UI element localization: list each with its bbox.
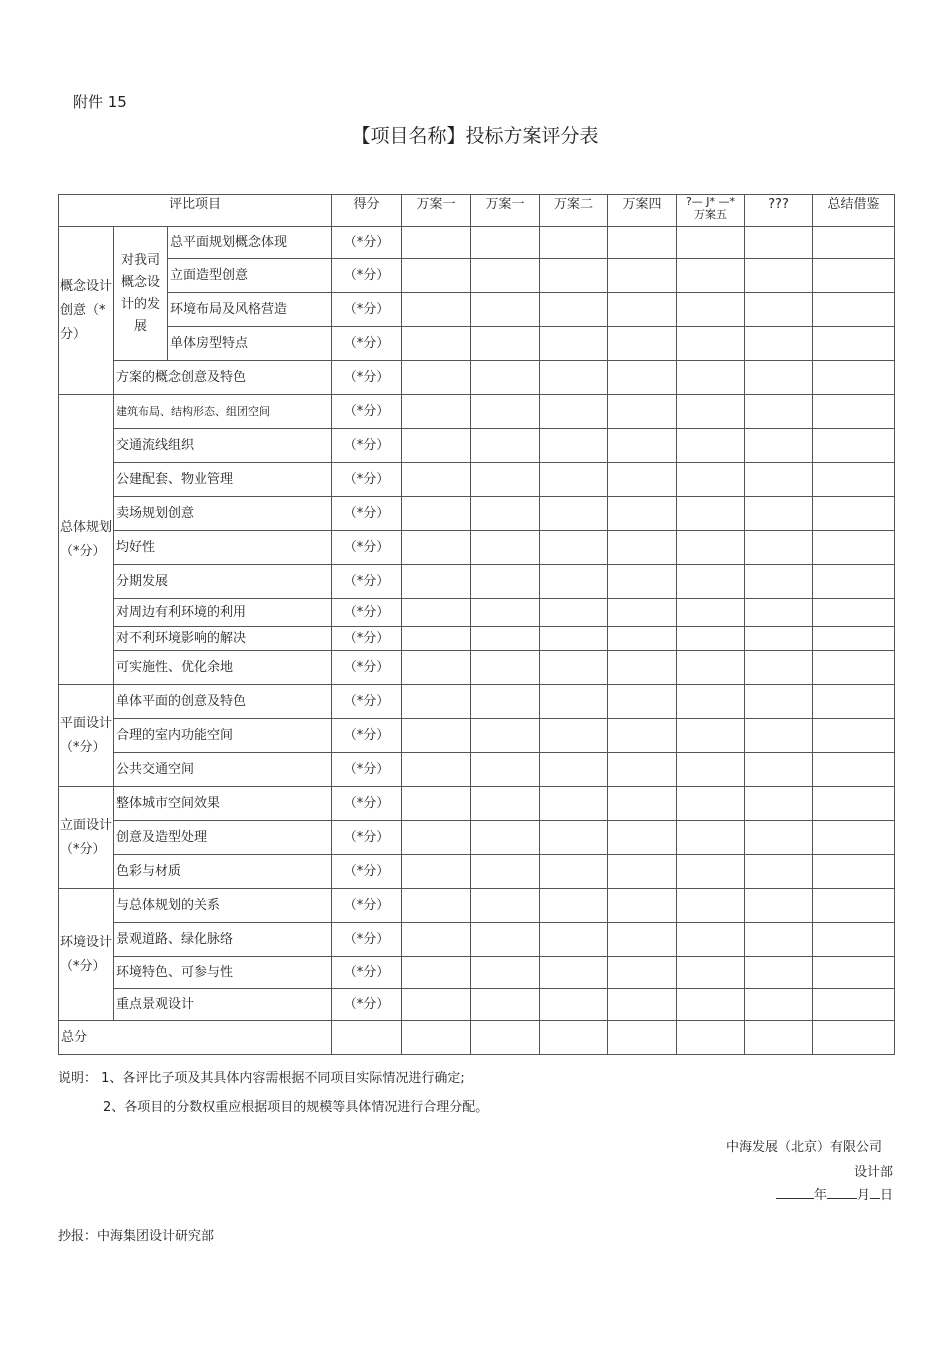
table-row	[59, 957, 895, 989]
table-row	[59, 787, 895, 821]
table-row	[59, 989, 895, 1021]
table-row	[59, 889, 895, 923]
item-label: 单体平面的创意及特色	[114, 685, 332, 719]
table-row	[59, 361, 895, 395]
category-plan-design: 平面设计（*分）	[59, 685, 114, 787]
item-label: 方案的概念创意及特色	[114, 361, 332, 395]
table-row	[59, 565, 895, 599]
page-title: 【项目名称】投标方案评分表	[351, 125, 599, 147]
item-label: 环境布局及风格营造	[168, 293, 332, 327]
score-cell: （*分）	[332, 989, 402, 1021]
table-row	[59, 685, 895, 719]
score-cell: （*分）	[332, 361, 402, 395]
signature-company: 中海发展（北京）有限公司	[725, 1140, 882, 1155]
item-label: 与总体规划的关系	[114, 889, 332, 923]
category-environment: 环境设计（*分）	[59, 889, 114, 1021]
day-label: 日	[879, 1188, 893, 1203]
score-cell: （*分）	[332, 395, 402, 429]
table-row	[59, 293, 895, 327]
table-row	[59, 923, 895, 957]
item-label: 景观道路、绿化脉络	[114, 923, 332, 957]
score-cell: （*分）	[332, 429, 402, 463]
item-label: 合理的室内功能空间	[114, 719, 332, 753]
item-label: 单体房型特点	[168, 327, 332, 361]
total-label: 总分	[59, 1021, 332, 1055]
header-scheme-2: 万案一	[471, 195, 540, 227]
score-cell: （*分）	[332, 685, 402, 719]
header-scheme-1: 万案一	[402, 195, 471, 227]
item-label: 立面造型创意	[168, 259, 332, 293]
header-score: 得分	[332, 195, 402, 227]
score-cell: （*分）	[332, 889, 402, 923]
score-cell: （*分）	[332, 259, 402, 293]
item-label: 环境特色、可参与性	[114, 957, 332, 989]
total-row	[59, 1021, 895, 1055]
header-summary: 总结借鉴	[813, 195, 895, 227]
day-blank	[870, 1186, 880, 1199]
table-row	[59, 651, 895, 685]
signature-department: 设计部	[853, 1165, 893, 1180]
item-label: 色彩与材质	[114, 855, 332, 889]
note-line-1: 说明： 1、各评比子项及其具体内容需根据不同项目实际情况进行确定;	[58, 1071, 465, 1086]
header-scheme-4: 万案四	[608, 195, 677, 227]
signature-date	[776, 1184, 893, 1203]
score-cell: （*分）	[332, 497, 402, 531]
item-label: 创意及造型处理	[114, 821, 332, 855]
category-facade: 立面设计（*分）	[59, 787, 114, 889]
score-cell: （*分）	[332, 923, 402, 957]
scoring-table	[58, 194, 895, 1055]
score-cell: （*分）	[332, 651, 402, 685]
item-label: 对不利环境影响的解决	[114, 627, 332, 651]
item-label: 总平面规划概念体现	[168, 227, 332, 259]
score-cell: （*分）	[332, 787, 402, 821]
item-label: 公建配套、物业管理	[114, 463, 332, 497]
table-row	[59, 753, 895, 787]
score-cell: （*分）	[332, 719, 402, 753]
category-planning: 总体规划（*分）	[59, 395, 114, 685]
score-cell: （*分）	[332, 821, 402, 855]
table-row	[59, 327, 895, 361]
category-concept: 概念设计创意（*分）	[59, 227, 114, 395]
header-scheme-6: ???	[745, 195, 813, 227]
table-row	[59, 531, 895, 565]
item-label: 重点景观设计	[114, 989, 332, 1021]
table-row	[59, 259, 895, 293]
table-row	[59, 821, 895, 855]
table-row	[59, 395, 895, 429]
item-label: 可实施性、优化余地	[114, 651, 332, 685]
cc-line: 抄报：中海集团设计研究部	[58, 1229, 215, 1244]
table-row	[59, 429, 895, 463]
month-label: 月	[856, 1188, 870, 1203]
note-line-2: 2、各项目的分数权重应根据项目的规模等具体情况进行合理分配。	[103, 1100, 489, 1115]
year-label: 年	[813, 1188, 827, 1203]
sub-category-concept: 对我司概念设计的发展	[114, 227, 168, 361]
year-blank	[776, 1186, 814, 1199]
item-label: 建筑布局、结构形态、组团空间	[114, 395, 332, 429]
score-cell: （*分）	[332, 463, 402, 497]
score-cell: （*分）	[332, 327, 402, 361]
header-scheme-5: ?— J* —* 万案五	[677, 195, 745, 227]
item-label: 分期发展	[114, 565, 332, 599]
item-label: 整体城市空间效果	[114, 787, 332, 821]
header-scheme-3: 万案二	[540, 195, 608, 227]
score-cell: （*分）	[332, 227, 402, 259]
item-label: 均好性	[114, 531, 332, 565]
header-item: 评比项目	[59, 195, 332, 227]
score-cell: （*分）	[332, 293, 402, 327]
item-label: 交通流线组织	[114, 429, 332, 463]
table-row	[59, 227, 895, 259]
item-label: 卖场规划创意	[114, 497, 332, 531]
table-row	[59, 599, 895, 627]
item-label: 对周边有利环境的利用	[114, 599, 332, 627]
table-row	[59, 463, 895, 497]
score-cell: （*分）	[332, 855, 402, 889]
table-row	[59, 855, 895, 889]
table-row	[59, 719, 895, 753]
table-row	[59, 627, 895, 651]
score-cell: （*分）	[332, 565, 402, 599]
table-row	[59, 497, 895, 531]
score-cell: （*分）	[332, 531, 402, 565]
header-row	[59, 195, 895, 227]
score-cell: （*分）	[332, 627, 402, 651]
month-blank	[827, 1186, 857, 1199]
score-cell: （*分）	[332, 957, 402, 989]
score-cell: （*分）	[332, 599, 402, 627]
attachment-label: 附件 15	[73, 93, 127, 111]
item-label: 公共交通空间	[114, 753, 332, 787]
score-cell: （*分）	[332, 753, 402, 787]
